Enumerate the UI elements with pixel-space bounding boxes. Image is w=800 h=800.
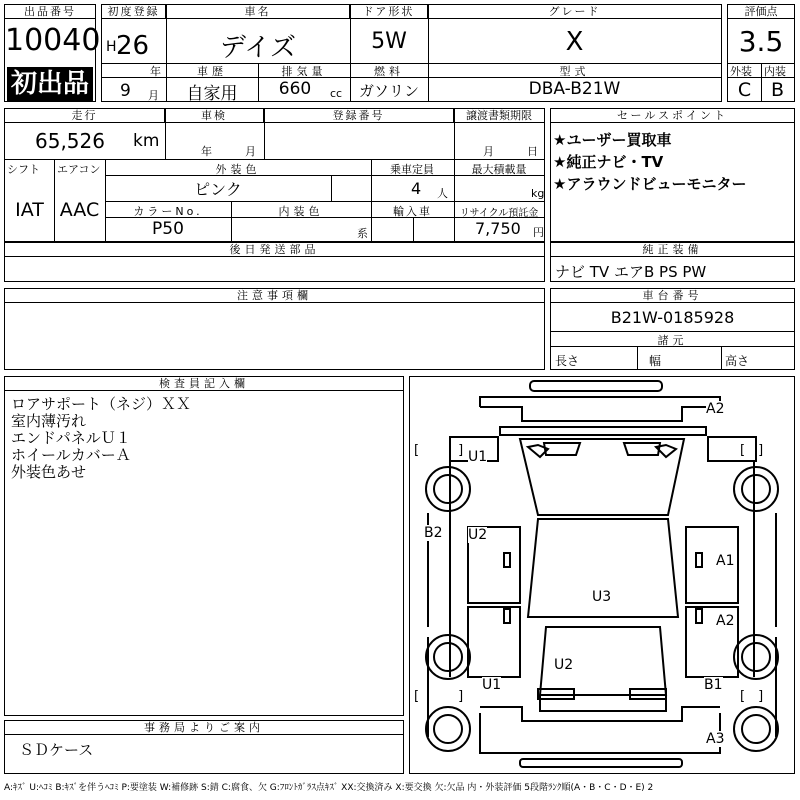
exterior-color: ピンク: [194, 180, 242, 199]
month-unit: 月: [148, 89, 159, 102]
recycle-unit: 円: [533, 226, 544, 239]
inspection-month-unit: 月: [245, 145, 256, 158]
sales-points-box: [550, 108, 795, 242]
shift-label: シフト: [7, 163, 40, 176]
sales-point-item: ★ユーザー買取車: [553, 131, 672, 149]
inspector-line: ホイールカバーＡ: [11, 446, 131, 464]
mileage: 65,526: [35, 129, 105, 153]
displacement-unit: cc: [330, 87, 343, 100]
reg-year: 26: [116, 31, 150, 61]
interior-label: 内装: [764, 65, 786, 78]
inspector-line: エンドパネルＵ１: [11, 429, 131, 447]
sales-point-item: ★純正ナビ・TV: [553, 153, 664, 171]
interior-color-unit: 系: [357, 227, 368, 240]
damage-mark-u1-front: U1: [468, 449, 488, 465]
inspector-line: ロアサポート（ネジ）ＸＸ: [11, 395, 192, 413]
length-label: 長さ: [555, 354, 580, 368]
history: 自家用: [186, 84, 238, 104]
color-no: P50: [152, 219, 184, 239]
mileage-label: 走行: [5, 109, 165, 123]
capacity: 4: [411, 179, 422, 198]
bracket-right-bottom: [ ]: [740, 689, 764, 704]
damage-mark-u1-rear: U1: [482, 677, 502, 693]
width-label: 幅: [649, 354, 662, 368]
model-label: 型式: [559, 65, 590, 78]
mileage-unit: km: [133, 131, 160, 151]
bracket-left-bottom: [ ]: [414, 689, 464, 704]
office-box: [4, 720, 404, 774]
genuine-equipment: ナビ TV エアB PS PW: [555, 263, 707, 281]
displacement: 660: [278, 79, 312, 99]
bracket-right-top: [ ]: [740, 443, 764, 458]
transfer-month-unit: 月: [483, 145, 494, 158]
later-parts-box: [4, 242, 545, 282]
color-no-label: カラーNo.: [133, 205, 203, 218]
door-type: 5W: [371, 29, 407, 54]
capacity-label: 乗車定員: [390, 163, 434, 176]
damage-mark-b2: B2: [424, 525, 443, 541]
chassis-number: B21W-0185928: [610, 308, 735, 327]
inspection-label: 車検: [165, 109, 264, 123]
legend: A:ｷｽﾞ U:ﾍｺﾐ B:ｷｽﾞを伴うﾍｺﾐ P:要塗装 W:補修跡 S:錆 C:腐食、欠 G:ﾌﾛﾝﾄｶﾞﾗｽ点ｷｽﾞ XX:交換済み X:要交換 欠:欠品 内・外装評価 5段階ﾗﾝｸ順(A・B・C・D・E) 2: [4, 783, 654, 793]
era: H: [106, 39, 117, 55]
bracket-left-top: [ ]: [414, 443, 464, 458]
recycle-fee: 7,750: [475, 219, 521, 238]
reg-no-label: 登録番号: [264, 109, 454, 123]
transfer-day-unit: 日: [527, 145, 538, 158]
score: 3.5: [738, 25, 784, 58]
score-label: 評価点: [728, 5, 794, 19]
chassis-label: 車台番号: [551, 289, 794, 303]
shift: IAT: [15, 199, 44, 221]
car-name-label: 車名: [166, 5, 350, 19]
notes-label: 注意事項欄: [5, 289, 544, 303]
sales-points-list: [553, 129, 746, 195]
score-box: [727, 4, 795, 102]
first-listing-badge: 初出品: [7, 67, 93, 101]
inspection-year-unit: 年: [201, 145, 212, 158]
inspector-box: [4, 376, 404, 716]
car-name: デイズ: [220, 33, 296, 63]
history-label: 車歴: [197, 65, 227, 78]
office-label: 事務局よりご案内: [5, 721, 403, 735]
genuine-equipment-box: [550, 242, 795, 282]
sales-points-label: セールスポイント: [551, 109, 794, 123]
inspector-line: 室内薄汚れ: [11, 412, 87, 430]
lot-number-box: [4, 4, 101, 102]
grade: X: [565, 27, 584, 57]
door-label: ドア形状: [350, 5, 428, 19]
genuine-equipment-label: 純正装備: [551, 243, 794, 257]
interior-color-label: 内装色: [278, 205, 324, 218]
height-label: 高さ: [725, 354, 750, 368]
recycle-label: リサイクル預託金: [459, 208, 539, 219]
damage-mark-a3: A3: [706, 731, 725, 747]
displacement-label: 排気量: [281, 65, 327, 78]
office-note: ＳＤケース: [19, 741, 94, 759]
damage-mark-a1: A1: [716, 553, 735, 569]
damage-mark-u3: U3: [592, 589, 612, 605]
reg-month: 9: [120, 81, 131, 101]
vehicle-header: [101, 4, 722, 102]
damage-mark-b1: B1: [704, 677, 723, 693]
lot-number: 10040: [5, 23, 101, 58]
later-parts-label: 後日発送部品: [5, 243, 544, 257]
transfer-label: 譲渡書類期限: [454, 109, 544, 123]
lot-number-label: 出品番号: [5, 5, 95, 19]
damage-mark-a2-front: A2: [706, 401, 725, 417]
inspector-notes: [11, 396, 191, 481]
inspector-label: 検査員記入欄: [5, 377, 403, 391]
first-reg-label: 初度登録: [102, 5, 166, 19]
car-diagram: [409, 376, 795, 774]
interior-grade: B: [770, 79, 785, 101]
capacity-unit: 人: [437, 187, 448, 200]
fuel-label: 燃料: [374, 65, 404, 78]
load-label: 最大積載量: [471, 163, 527, 176]
damage-mark-u2-center: U2: [554, 657, 574, 673]
notes-box: [4, 288, 545, 370]
grade-label: グレード: [428, 5, 721, 19]
fuel: ガソリン: [358, 82, 419, 100]
exterior-grade: C: [737, 79, 752, 101]
model-code: DBA-B21W: [528, 79, 621, 99]
chassis-box: [550, 288, 795, 370]
exterior-label: 外装: [730, 65, 752, 78]
inspector-line: 外装色あせ: [11, 463, 87, 481]
year-unit: 年: [150, 65, 161, 78]
damage-mark-u2-left: U2: [468, 527, 488, 543]
import-label: 輸入車: [393, 205, 432, 218]
load-unit: kg: [531, 187, 545, 200]
ac: AAC: [59, 199, 100, 221]
sales-point-item: ★アラウンドビューモニター: [553, 175, 747, 193]
damage-mark-a2-right: A2: [716, 613, 735, 629]
ac-label: エアコン: [57, 163, 101, 176]
dims-label: 諸元: [657, 334, 688, 347]
color-label: 外装色: [215, 163, 261, 176]
car-outline-svg: [410, 377, 794, 773]
specs-table: [4, 108, 545, 242]
